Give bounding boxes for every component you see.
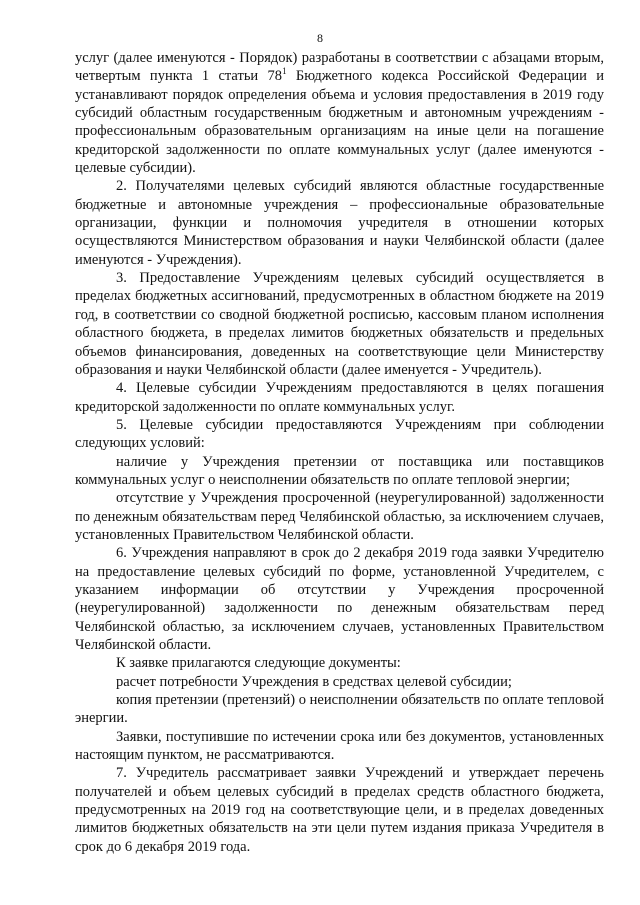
paragraph-6-document-1: расчет потребности Учреждения в средствах целевой субсидии;: [116, 673, 512, 690]
paragraph-5-condition-1: наличие у Учреждения претензии от поставщика или поставщиков коммунальных услуг о неисполнении обязательств по оплате тепловой энергии;: [75, 453, 604, 488]
paragraph-text: Бюджетного кодекса Российской Федерации и устанавливают порядок определения объема и условия предоставления в 2019 году субсидий областным государственным бюджетным и автономным учреждениям - профессиональным образовательным организациям на иные цели на погашение кредиторской задолженности по оплате коммунальных услуг (далее именуются - целевые субсидии).: [75, 68, 604, 177]
paragraph-text: услуг (далее именуются - Порядок) разработаны в соответствии с абзацами вторым, четвертым пункта 1 статьи 78: [75, 50, 604, 85]
paragraph-5: 5. Целевые субсидии предоставляются Учреждениям при соблюдении следующих условий:: [75, 416, 604, 452]
paragraph-6: 6. Учреждения направляют в срок до 2 декабря 2019 года заявки Учредителю на предоставление целевых субсидий по форме, установленной Учредителем, с указанием информации об отсутствии у Учреждения просроченной (неурегулированной) задолженности по денежным обязательствам перед Челябинской областью, за исключением случаев, установленных Правительством Челябинской области.: [75, 545, 604, 653]
paragraph-6-late-applications: Заявки, поступившие по истечении срока или без документов, установленных настоящим пунктом, не рассматриваются.: [75, 728, 604, 764]
page-number: 8: [317, 31, 323, 45]
paragraph-2: 2. Получателями целевых субсидий являются областные государственные бюджетные и автономные учреждения – профессиональные образовательные организации, функции и полномочия учредителя в отношении которых осуществляются Министерством образования и науки Челябинской области (далее именуются - Учреждения).: [75, 178, 604, 268]
paragraph-7: 7. Учредитель рассматривает заявки Учреждений и утверждает перечень получателей и объем целевых субсидий в пределах средств областного бюджета, предусмотренных на 2019 год на соответствующие цели, и в пределах доведенных лимитов бюджетных обязательств на эти цели путем издания приказа Учредителя в срок до 6 декабря 2019 года.: [75, 765, 604, 855]
paragraph-4: 4. Целевые субсидии Учреждениям предоставляются в целях погашения кредиторской задолженности по оплате коммунальных услуг.: [75, 380, 604, 415]
paragraph-6-document-2: копия претензии (претензий) о неисполнении обязательств по оплате тепловой энергии.: [75, 692, 604, 727]
document-body: [75, 49, 604, 856]
paragraph-1-continuation: [75, 49, 604, 177]
paragraph-6-documents-intro: К заявке прилагаются следующие документы:: [116, 655, 401, 672]
paragraph-3: 3. Предоставление Учреждениям целевых субсидий осуществляется в пределах бюджетных ассигнований, предусмотренных в областном бюджете на 2019 год, в соответствии со сводной бюджетной росписью, кассовым планом исполнения областного бюджета, в пределах лимитов бюджетных обязательств и предельных объемов финансирования, доведенных на соответствующие цели Министерству образования и науки Челябинской области (далее именуется - Учредитель).: [75, 270, 604, 378]
superscript: 1: [282, 66, 287, 77]
paragraph-5-condition-2: отсутствие у Учреждения просроченной (неурегулированной) задолженности по денежным обязательствам перед Челябинской областью, за исключением случаев, установленных Правительством Челябинской области.: [75, 490, 604, 543]
